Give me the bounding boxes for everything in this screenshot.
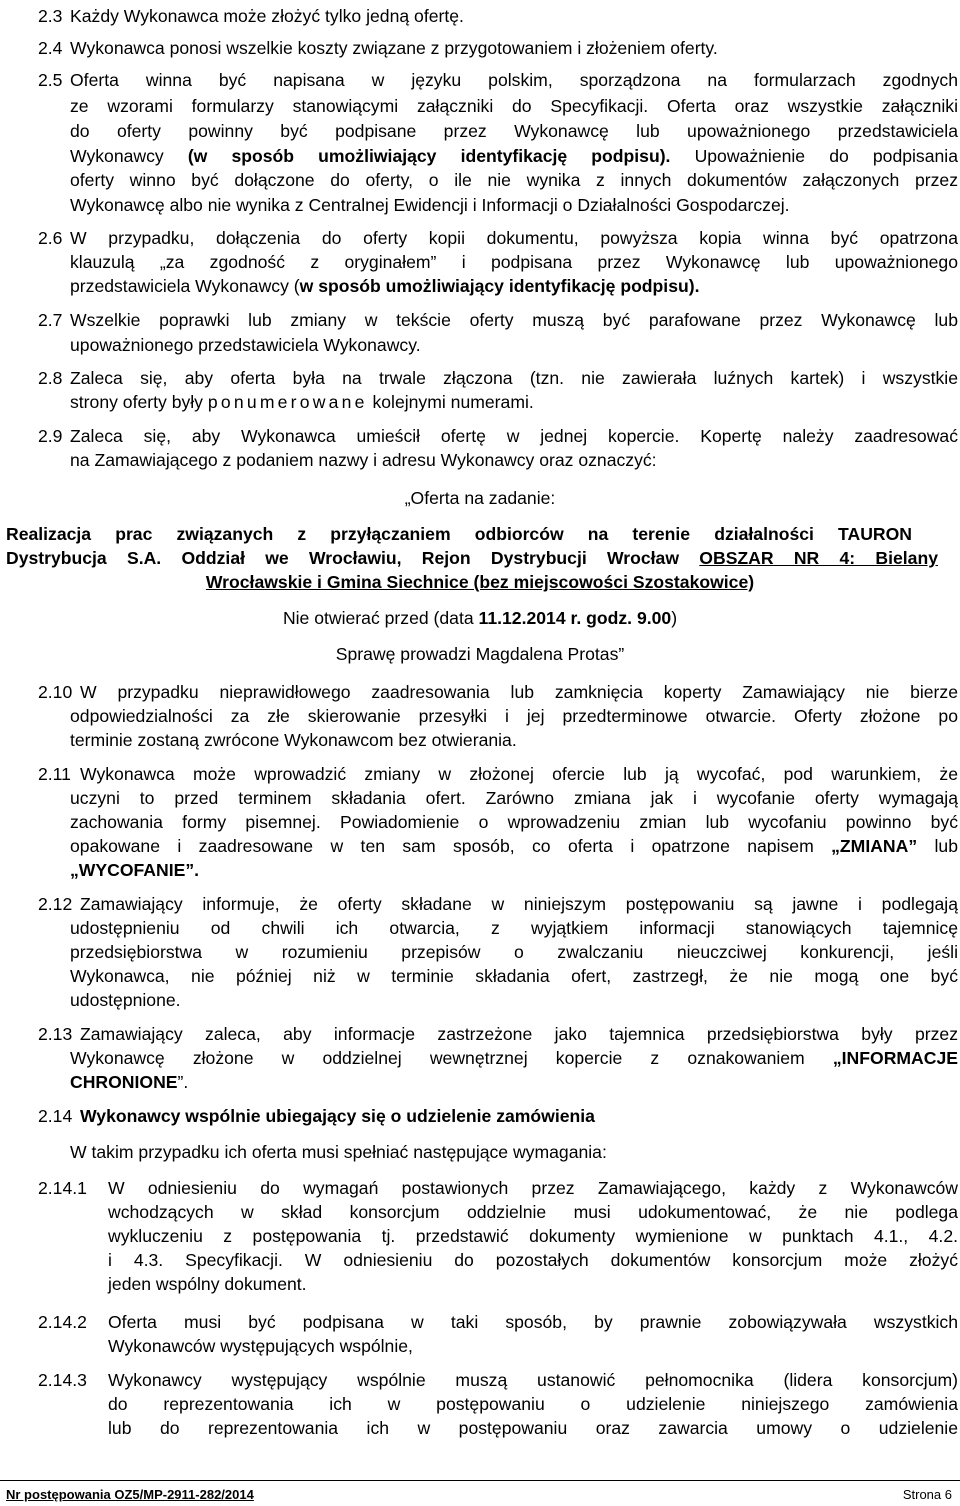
tender-title: Wrocławskie i Gmina Siechnice (bez miejscowości Szostakowice) — [205, 572, 755, 592]
text-line: na Zamawiającego z podaniem nazwy i adresu Wykonawcy oraz oznaczyć: — [70, 450, 657, 470]
section-number: 2.12 — [38, 894, 73, 914]
text-line: CHRONIONE”. — [70, 1072, 189, 1092]
section-number: 2.10 — [38, 682, 73, 702]
text-line: Oferta winna być napisana w języku polskim, sporządzona na formularzach zgodnych — [70, 70, 958, 90]
text-line: do reprezentowania ich w postępowaniu o udzielenie niniejszego zamówienia — [108, 1394, 958, 1414]
text-line: Wykonawca może wprowadzić zmiany w złożonej ofercie lub ją wycofać, pod warunkiem, że — [80, 764, 958, 784]
section-number: 2.13 — [38, 1024, 73, 1044]
text-line: Oferta musi być podpisana w taki sposób, by prawnie zobowiązywała wszystkich — [108, 1312, 958, 1332]
text-line: Wykonawców występujących wspólnie, — [108, 1336, 413, 1356]
text-line: Wykonawcę złożone w oddzielnej wewnętrznej kopercie z oznakowaniem „INFORMACJE — [70, 1048, 958, 1068]
section-heading: Wykonawcy wspólnie ubiegający się o udzielenie zamówienia — [80, 1106, 595, 1126]
text-line: Zamawiający informuje, że oferty składane w niniejszym postępowaniu są jawne i podlegają — [80, 894, 958, 914]
text-line: i 4.3. Specyfikacji. W odniesieniu do pozostałych dokumentów konsorcjum może złożyć — [108, 1250, 958, 1270]
text-line: do oferty powinny być podpisane przez Wykonawcę lub upoważnionego przedstawiciela — [70, 121, 958, 141]
section-number: 2.5 — [38, 70, 63, 90]
envelope-heading: „Oferta na zadanie: — [404, 488, 556, 508]
text-line: Zaleca się, aby Wykonawca umieścił ofertę w jednej kopercie. Kopertę należy zaadresować — [70, 426, 958, 446]
text-line: opakowane i zaadresowane w ten sam sposób, co oferta i opatrzone napisem „ZMIANA” lub — [70, 836, 958, 856]
text-line: udostępnieniu od chwili ich otwarcia, z wyjątkiem informacji stanowiących tajemnicę — [70, 918, 958, 938]
text-line: W przypadku, dołączenia do oferty kopii dokumentu, powyższa kopia winna być opatrzona — [70, 228, 958, 248]
text-line: terminie zostaną zwrócone Wykonawcom bez otwierania. — [70, 730, 517, 750]
section-number: 2.6 — [38, 228, 63, 248]
text-line: Zamawiający zaleca, aby informacje zastrzeżone jako tajemnica przedsiębiorstwa były przez — [80, 1024, 958, 1044]
text-line: klauzulą „za zgodność z oryginałem” i podpisana przez Wykonawcę lub upoważnionego — [70, 252, 958, 272]
section-number: 2.14.2 — [38, 1312, 87, 1332]
text-line: W przypadku nieprawidłowego zaadresowania lub zamknięcia koperty Zamawiający nie bierze — [80, 682, 958, 702]
opening-date: Nie otwierać przed (data 11.12.2014 r. godz. 9.00) — [282, 608, 678, 628]
text-line: strony oferty były ponumerowane kolejnymi numerami. — [70, 392, 534, 412]
page-footer — [0, 1480, 960, 1506]
section-number: 2.4 — [38, 38, 63, 58]
section-number: 2.7 — [38, 310, 63, 330]
text-line: „WYCOFANIE”. — [70, 860, 200, 880]
text-line: zachowania formy pisemnej. Powiadomienie o wprowadzeniu zmian lub wycofaniu powinno być — [70, 812, 958, 832]
text-line: lub do reprezentowania ich w postępowaniu oraz zawarcia umowy o udzielenie — [108, 1418, 958, 1438]
text-line: W odniesieniu do wymagań postawionych przez Zamawiającego, każdy z Wykonawców — [108, 1178, 958, 1198]
text-line: Wykonawcy (w sposób umożliwiający identyfikację podpisu). Upoważnienie do podpisania — [70, 146, 958, 166]
page-number: Strona 6 — [902, 1487, 952, 1502]
text-line: Wszelkie poprawki lub zmiany w tekście oferty muszą być parafowane przez Wykonawcę lub — [70, 310, 958, 330]
text-line: Wykonawcę albo nie wynika z Centralnej Ewidencji i Informacji o Działalności Gospodarczej. — [70, 195, 790, 215]
section-number: 2.3 — [38, 6, 63, 26]
text-line: upoważnionego przedstawiciela Wykonawcy. — [70, 335, 421, 355]
section-number: 2.11 — [38, 764, 71, 784]
tender-title: Dystrybucja S.A. Oddział we Wrocławiu, Rejon Dystrybucji Wrocław OBSZAR NR 4: Bielany — [6, 548, 938, 568]
section-text: Każdy Wykonawca może złożyć tylko jedną ofertę. — [70, 6, 464, 26]
procedure-number: Nr postępowania OZ5/MP-2911-282/2014 — [6, 1487, 254, 1502]
text-line: Zaleca się, aby oferta była na trwale złączona (tzn. nie zawierała luźnych kartek) i wszystkie — [70, 368, 958, 388]
text-line: W takim przypadku ich oferta musi spełniać następujące wymagania: — [70, 1142, 607, 1162]
text-line: uczyni to przed terminem składania ofert. Zarówno zmiana jak i wycofanie oferty wymagają — [70, 788, 958, 808]
contact-person: Sprawę prowadzi Magdalena Protas” — [335, 644, 625, 664]
tender-title: Realizacja prac związanych z przyłączaniem odbiorców na terenie działalności TAURON — [6, 524, 912, 544]
section-number: 2.8 — [38, 368, 63, 388]
section-number: 2.14 — [38, 1106, 73, 1126]
text-line: wchodzących w skład konsorcjum oddzielnie musi udokumentować, że nie podlega — [108, 1202, 958, 1222]
text-line: odpowiedzialności za złe skierowanie przesyłki i jej przedterminowe otwarcie. Oferty złożone po — [70, 706, 958, 726]
text-line: udostępnione. — [70, 990, 181, 1010]
text-line: oferty winno być dołączone do oferty, o ile nie wynika z innych dokumentów załączonych przez — [70, 170, 958, 190]
text-line: przedstawiciela Wykonawcy (w sposób umożliwiający identyfikację podpisu). — [70, 276, 700, 296]
text-line: jeden wspólny dokument. — [108, 1274, 307, 1294]
section-number: 2.14.1 — [38, 1178, 87, 1198]
text-line: ze wzorami formularzy stanowiącymi załączniki do Specyfikacji. Oferta oraz wszystkie załączniki — [70, 96, 958, 116]
section-number: 2.14.3 — [38, 1370, 87, 1390]
text-line: wykluczeniu z postępowania tj. przedstawić dokumenty wymienione w punktach 4.1., 4.2. — [108, 1226, 958, 1246]
text-line: Wykonawca, nie później niż w terminie składania ofert, zastrzegł, że nie mogą one być — [70, 966, 958, 986]
text-line: Wykonawcy występujący wspólnie muszą ustanowić pełnomocnika (lidera konsorcjum) — [108, 1370, 958, 1390]
section-text: Wykonawca ponosi wszelkie koszty związane z przygotowaniem i złożeniem oferty. — [70, 38, 718, 58]
text-line: przedsiębiorstwa w rozumieniu przepisów o zwalczaniu nieuczciwej konkurencji, jeśli — [70, 942, 958, 962]
section-number: 2.9 — [38, 426, 63, 446]
